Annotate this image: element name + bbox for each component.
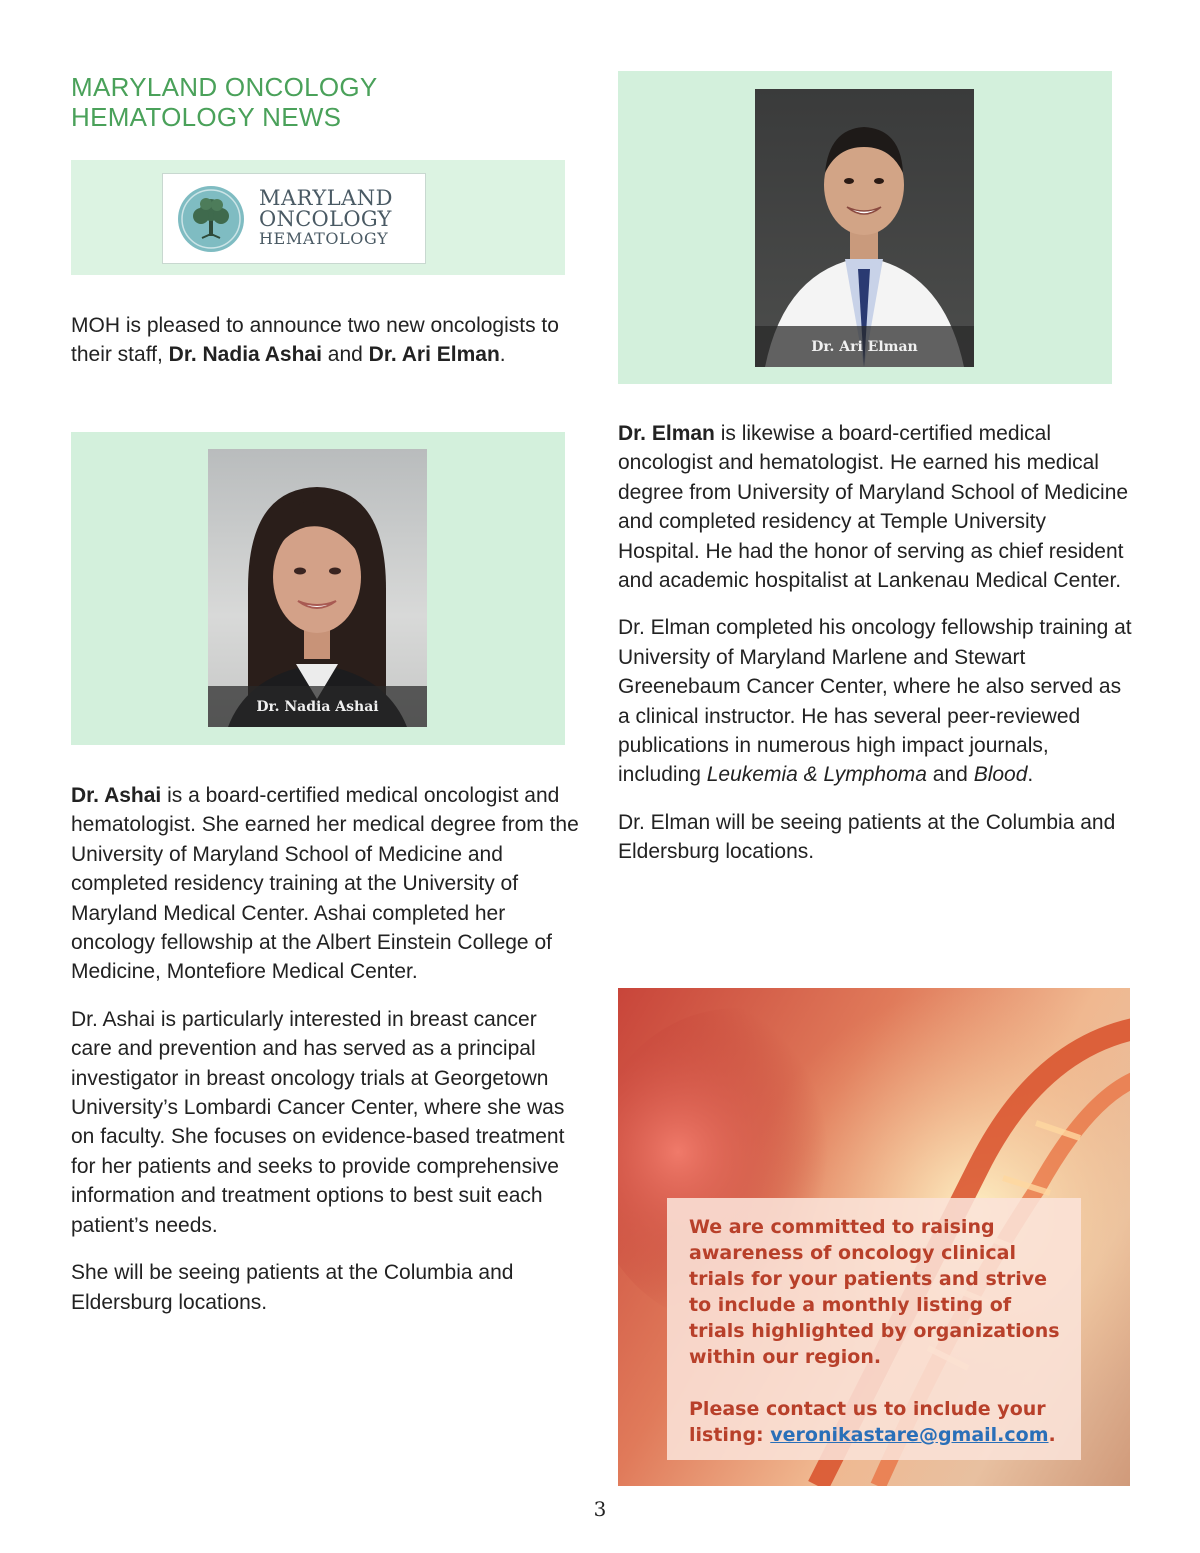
ashai-portrait [208, 449, 427, 727]
ashai-caption: Dr. Nadia Ashai [208, 686, 427, 727]
elman-bio-paragraph-1 [618, 419, 1133, 595]
intro-text: MOH is pleased to announce two new oncologists to their staff, [71, 314, 559, 367]
clinical-trials-panel [618, 988, 1130, 1486]
intro-and: and [321, 343, 369, 367]
logo-line3: HEMATOLOGY [259, 229, 389, 248]
elman-bio-text-2: Dr. Elman completed his oncology fellowship training at University of Maryland Marlene and Stewart Greenebaum Cancer Center, where he also served as a clinical instructor. He has several peer-reviewed publications in numerous high impact journals, including [618, 616, 1132, 787]
intro-end: . [499, 343, 506, 367]
ashai-bio-paragraph-2: Dr. Ashai is particularly interested in breast cancer care and prevention and has served as a principal investigator in breast oncology trials at Georgetown University’s Lombardi Cancer Center, where she was on faculty. She focuses on evidence-based treatment for her patients and seeks to provide comprehensive information and treatment options to best suit each patient’s needs. [71, 1007, 565, 1237]
elman-bio-text-1: is likewise a board-certified medical oncologist and hematologist. He earned his medical degree from University of Maryland School of Medicine and completed residency at Temple University Hospital. He had the honor of serving as chief resident and academic hospitalist at Lankenau Medical Center. [618, 422, 1129, 593]
ashai-bio [71, 781, 581, 1335]
elman-bio-and: and [926, 763, 974, 787]
elman-bio-name: Dr. Elman [618, 422, 715, 445]
page-number: 3 [593, 1497, 607, 1521]
ashai-bio-paragraph-3: She will be seeing patients at the Columbia and Eldersburg locations. [71, 1261, 514, 1314]
trials-paragraph-2 [689, 1396, 1069, 1448]
journal-blood: Blood [973, 763, 1028, 787]
journal-leukemia: Leukemia & Lymphoma [706, 763, 927, 787]
contact-email-link[interactable]: veronikastare@gmail.com [770, 1424, 1049, 1446]
section-title [71, 72, 551, 132]
logo-line1: MARYLAND [259, 186, 394, 210]
intro-name-elman: Dr. Ari Elman [368, 343, 500, 367]
elman-bio [618, 419, 1133, 885]
tree-icon [178, 186, 244, 252]
elman-portrait [755, 89, 974, 367]
intro-paragraph [71, 311, 591, 370]
ashai-bio-name: Dr. Ashai [71, 784, 162, 807]
section-title-line1: MARYLAND ONCOLOGY [71, 72, 378, 102]
intro-name-ashai: Dr. Nadia Ashai [168, 343, 322, 367]
ashai-bio-paragraph-1 [71, 781, 581, 987]
logo-wordmark [259, 188, 393, 248]
section-title-line2: HEMATOLOGY NEWS [71, 102, 342, 132]
moh-logo [162, 173, 426, 264]
trials-contact-end: . [1048, 1424, 1056, 1446]
logo-line2: ONCOLOGY [259, 207, 392, 231]
elman-bio-paragraph-3: Dr. Elman will be seeing patients at the Columbia and Eldersburg locations. [618, 810, 1116, 864]
trials-paragraph-1: We are committed to raising awareness of oncology clinical trials for your patients and strive to include a monthly listing of trials highlighted by organizations within our region. [689, 1216, 1060, 1368]
trials-contact-text: Please contact us to include your listing: [689, 1398, 1046, 1446]
elman-bio-end: . [1027, 763, 1034, 787]
trials-message [689, 1214, 1069, 1474]
ashai-bio-text-1: is a board-certified medical oncologist and hematologist. She earned her medical degree from the University of Maryland School of Medicine and completed residency training at the University of Maryland Medical Center. Ashai completed her oncology fellowship at the Albert Einstein College of Medicine, Montefiore Medical Center. [71, 784, 579, 984]
elman-bio-paragraph-2 [618, 613, 1133, 789]
elman-caption: Dr. Ari Elman [755, 326, 974, 367]
trials-message-box [667, 1198, 1081, 1460]
